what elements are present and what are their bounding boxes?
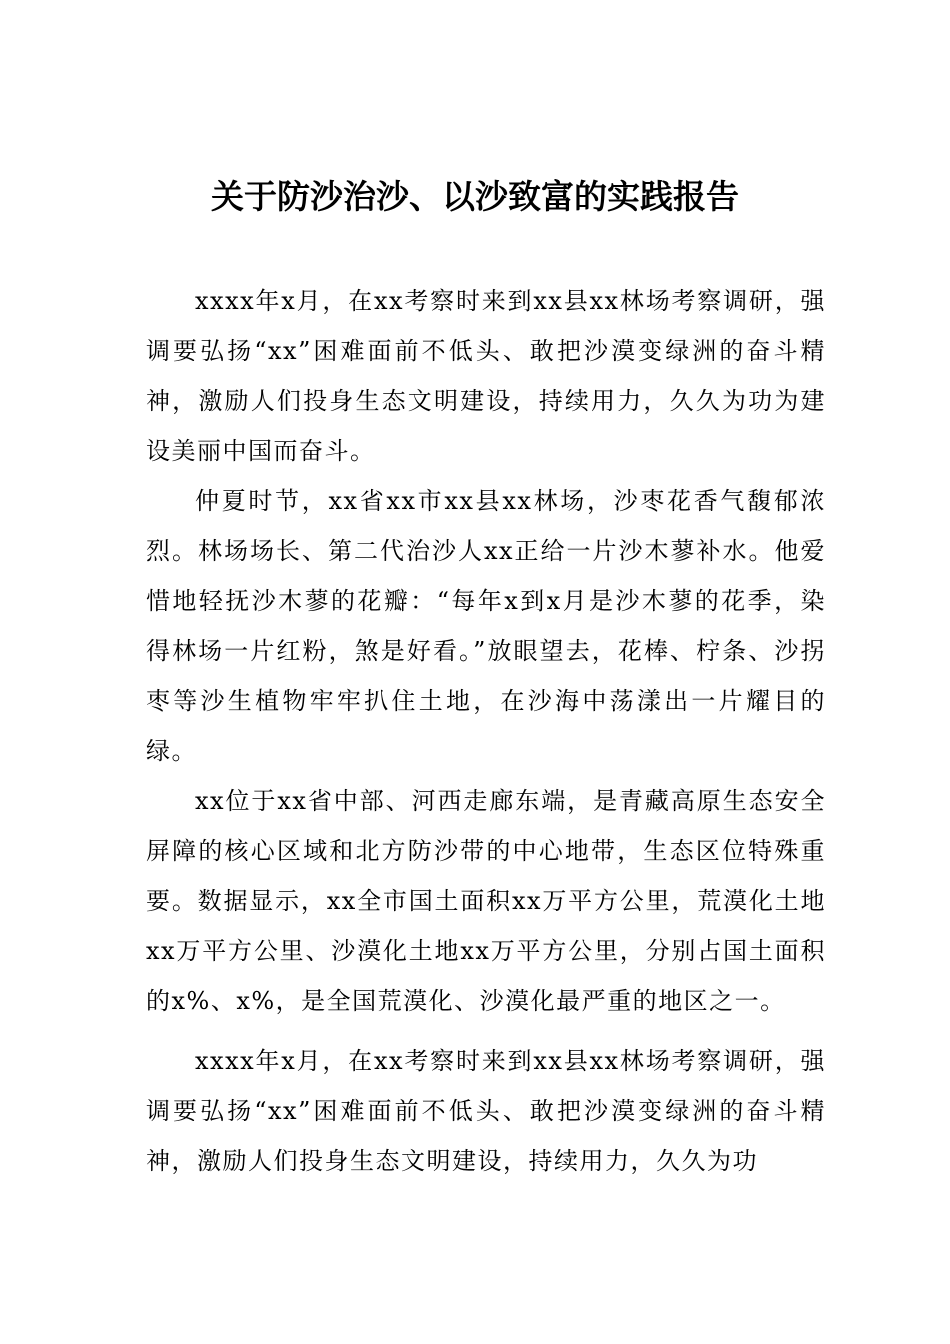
paragraph-1: xxxx年x月，在xx考察时来到xx县xx林场考察调研，强调要弘扬“xx”困难面前不低头、敢把沙漠变绿洲的奋斗精神，激励人们投身生态文明建设，持续用力，久久为功为建设美丽中国而奋斗。	[146, 287, 826, 465]
document-title: 关于防沙治沙、以沙致富的实践报告	[211, 177, 739, 216]
paragraph-3: xx位于xx省中部、河西走廊东端，是青藏高原生态安全屏障的核心区域和北方防沙带的中心地带，生态区位特殊重要。数据显示，xx全市国土面积xx万平方公里，荒漠化土地xx万平方公里、沙漠化土地xx万平方公里，分别占国土面积的x%、x%，是全国荒漠化、沙漠化最严重的地区之一。	[146, 787, 826, 1015]
document-body	[146, 276, 826, 1186]
paragraph-2: 仲夏时节，xx省xx市xx县xx林场，沙枣花香气馥郁浓烈。林场场长、第二代治沙人xx正给一片沙木蓼补水。他爱惜地轻抚沙木蓼的花瓣：“每年x到x月是沙木蓼的花季，染得林场一片红粉，煞是好看。”放眼望去，花棒、柠条、沙拐枣等沙生植物牢牢扒住土地，在沙海中荡漾出一片耀目的绿。	[146, 487, 826, 765]
paragraph-4: xxxx年x月，在xx考察时来到xx县xx林场考察调研，强调要弘扬“xx”困难面前不低头、敢把沙漠变绿洲的奋斗精神，激励人们投身生态文明建设，持续用力，久久为功	[146, 1047, 826, 1175]
